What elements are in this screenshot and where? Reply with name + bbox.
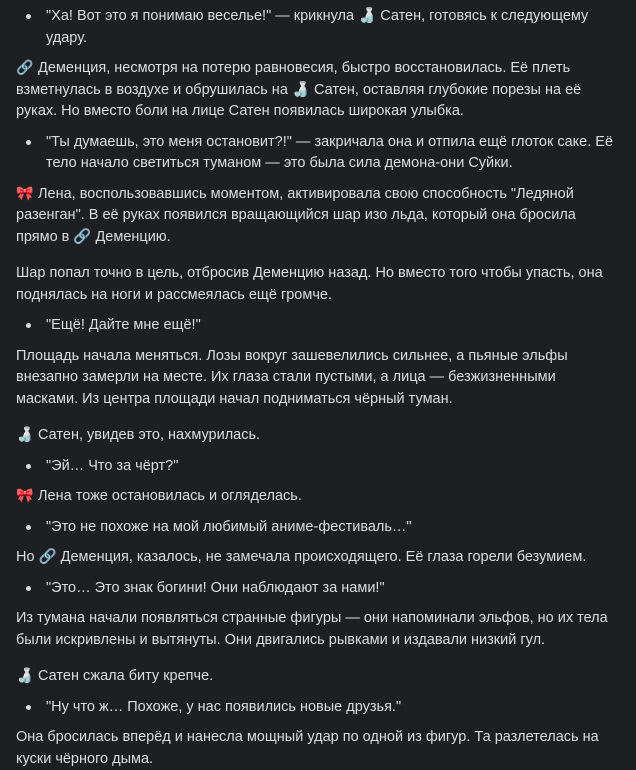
paragraph xyxy=(16,727,620,770)
paragraph xyxy=(16,666,620,688)
sake-bottle-icon: 🍶 xyxy=(16,668,34,684)
list-item xyxy=(16,456,620,478)
message-text: "Это не похоже на мой любимый аниме-фестиваль…" xyxy=(46,518,412,535)
message-text: Сатен сжала биту крепче. xyxy=(38,668,214,684)
link-icon: 🔗 xyxy=(16,60,34,76)
paragraph xyxy=(16,58,620,123)
message-text: Лена, воспользовавшись моментом, активировала свою способность "Ледяной разенган". В её руках появился вращающийся шар изо льда, который она бросила прямо в 🔗 Деменцию. xyxy=(16,185,576,245)
message-text: "Ха! Вот это я понимаю веселье!" — крикнула 🍶 Сатен, готовясь к следующему удару. xyxy=(46,8,589,46)
paragraph xyxy=(16,346,620,411)
list-item xyxy=(16,697,620,719)
list-item xyxy=(16,578,620,600)
message-text: "Ты думаешь, это меня остановит?!" — закричала она и отпила ещё глоток саке. Её тело начало светиться туманом — это была сила демона-они Суйки. xyxy=(46,133,614,171)
message-text: Сатен, увидев это, нахмурилась. xyxy=(38,427,261,443)
message-text: "Это… Это знак богини! Они наблюдают за нами!" xyxy=(46,579,385,596)
ribbon-icon: 🎀 xyxy=(16,185,34,202)
list-item xyxy=(16,517,620,539)
paragraph xyxy=(16,425,620,447)
list-item xyxy=(16,315,620,337)
list-item xyxy=(16,132,620,175)
sake-bottle-icon: 🍶 xyxy=(16,427,34,443)
message-text: Площадь начала меняться. Лозы вокруг зашевелились сильнее, а пьяные эльфы внезапно замерли на месте. Их глаза стали пустыми, а лица — безжизненными масками. Из центра площади начал подниматься чёрный туман. xyxy=(16,347,568,407)
paragraph xyxy=(16,263,620,306)
list-item xyxy=(16,6,620,49)
message-text: Из тумана начали появляться странные фигуры — они напоминали эльфов, но их тела были искривлены и вытянуты. Они двигались рывками и издавали низкий гул. xyxy=(16,610,608,648)
message-text: Шар попал точно в цель, отбросив Деменцию назад. Но вместо того чтобы упасть, она поднялась на ноги и рассмеялась ещё громче. xyxy=(16,265,603,303)
paragraph xyxy=(16,547,620,569)
message-text: Деменция, несмотря на потерю равновесия, быстро восстановилась. Её плеть взметнулась в воздухе и обрушилась на 🍶 Сатен, оставляя глубокие порезы на её руках. Но вместо боли на лице Сатен появилась широкая улыбка. xyxy=(16,60,582,119)
message-text: Она бросилась вперёд и нанесла мощный удар по одной из фигур. Та разлетелась на куски чёрного дыма. xyxy=(16,729,599,767)
ribbon-icon: 🎀 xyxy=(16,488,34,504)
message-text: "Эй… Что за чёрт?" xyxy=(46,457,179,474)
paragraph xyxy=(16,486,620,508)
paragraph xyxy=(16,608,620,651)
message-text: Лена тоже остановилась и огляделась. xyxy=(38,488,302,504)
message-text: "Ну что ж… Похоже, у нас появились новые друзья." xyxy=(46,698,402,715)
message-text: Но 🔗 Деменция, казалось, не замечала происходящего. Её глаза горели безумием. xyxy=(16,549,587,565)
message-text: "Ещё! Дайте мне ещё!" xyxy=(46,317,201,333)
paragraph xyxy=(16,184,620,249)
